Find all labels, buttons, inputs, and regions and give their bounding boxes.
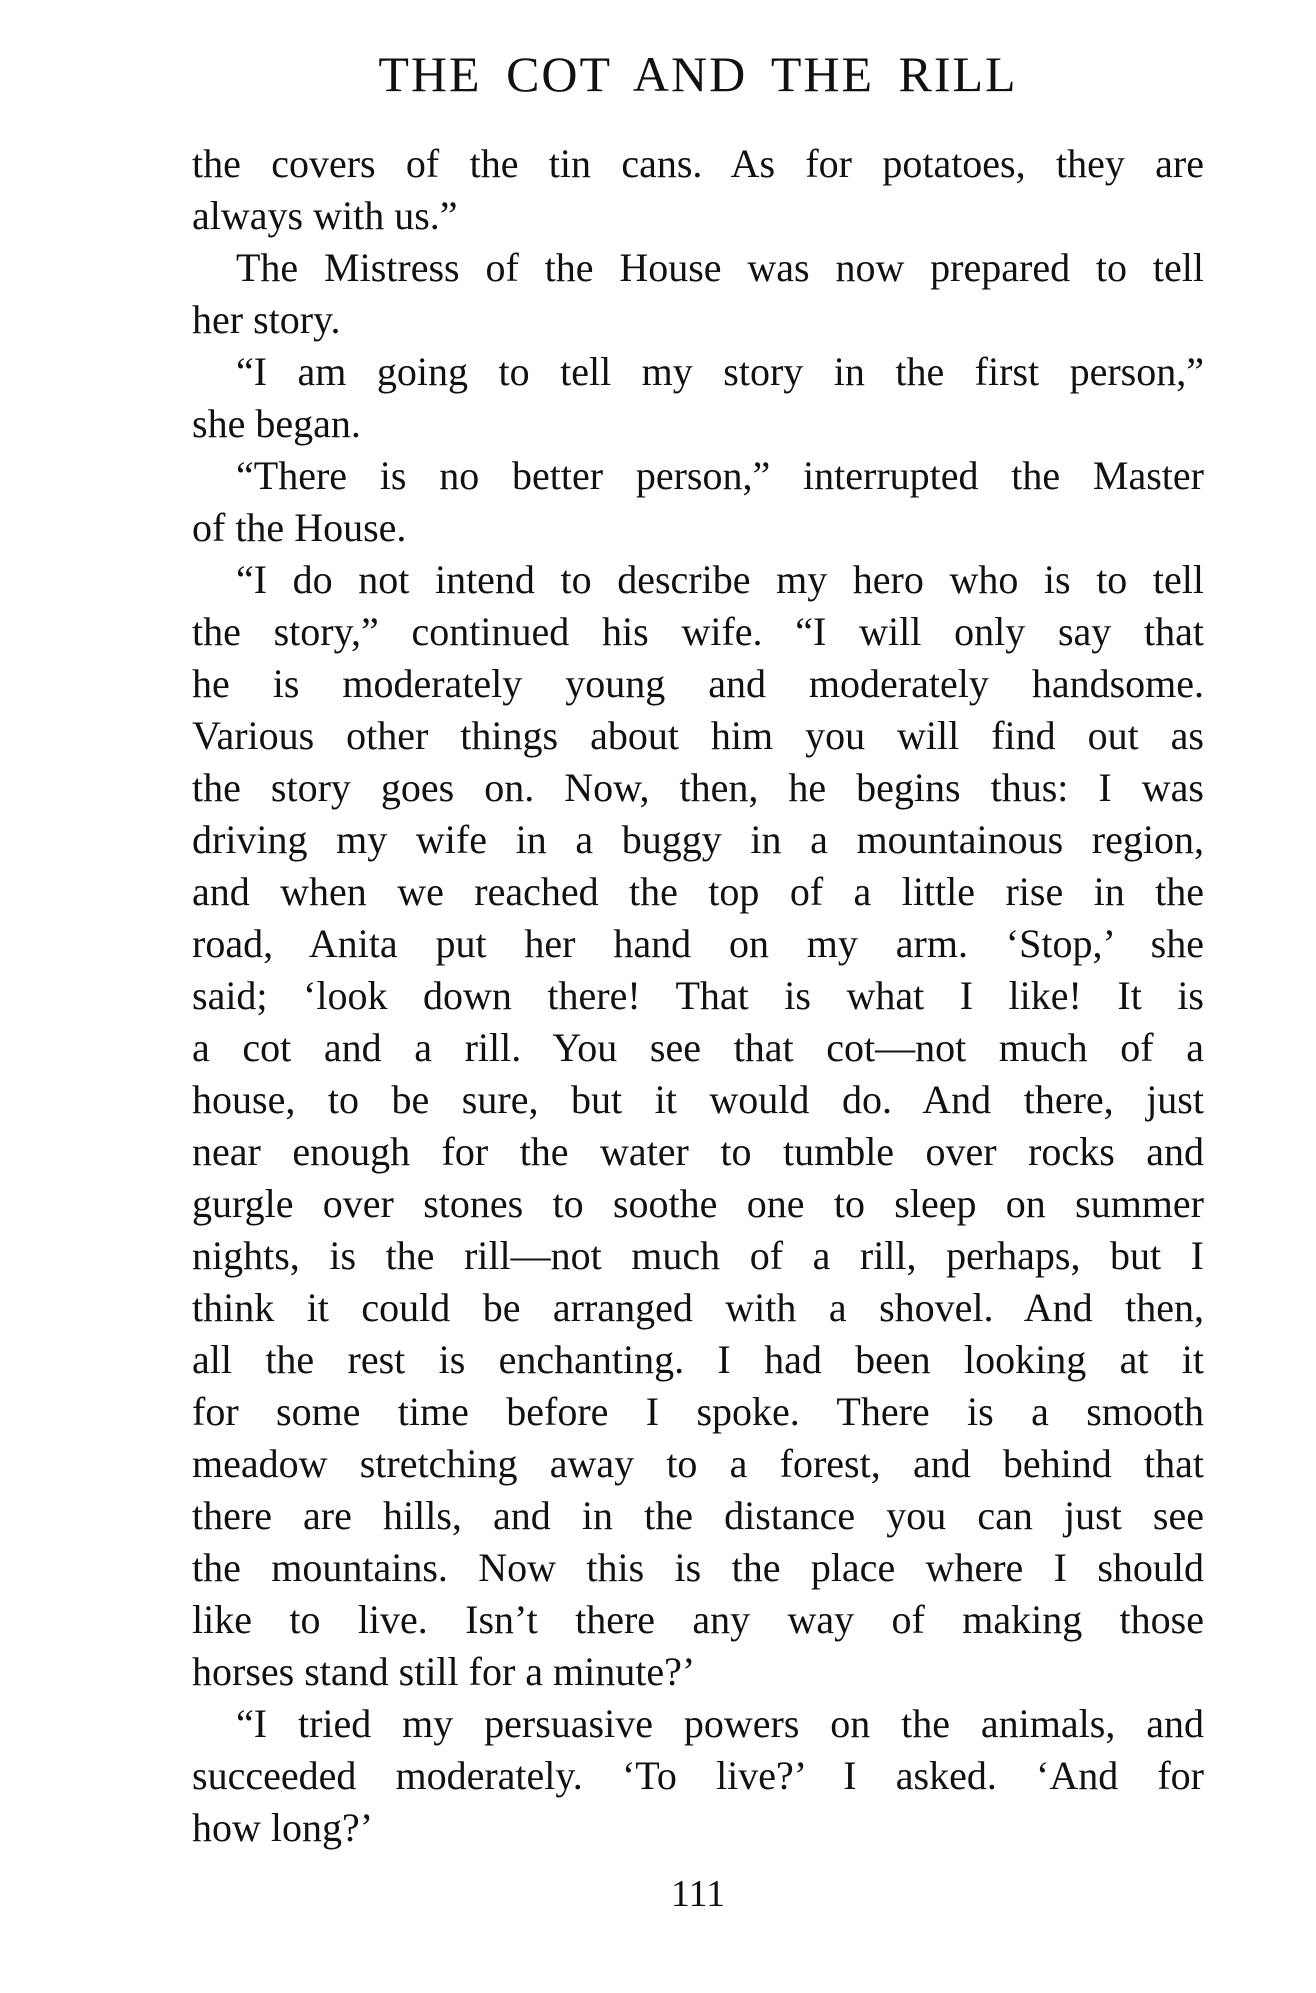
- text-line: “I tried my persuasive powers on the animals, and: [236, 1701, 1204, 1746]
- text-line: succeeded moderately. ‘To live?’ I asked. ‘And for: [192, 1753, 1204, 1798]
- text-line: the story,” continued his wife. “I will only say that: [192, 609, 1204, 654]
- running-head: THE COT AND THE RILL: [378, 46, 1018, 102]
- text-line: Various other things about him you will find out as: [192, 713, 1204, 758]
- text-line: the covers of the tin cans. As for potatoes, they are: [192, 141, 1204, 186]
- text-line: meadow stretching away to a forest, and behind that: [192, 1441, 1204, 1486]
- text-line: “I do not intend to describe my hero who is to tell: [236, 557, 1204, 602]
- page-number: 111: [670, 1873, 726, 1915]
- text-line: horses stand still for a minute?’: [192, 1649, 696, 1694]
- text-line: The Mistress of the House was now prepared to tell: [236, 245, 1204, 290]
- text-line: the mountains. Now this is the place where I should: [192, 1545, 1204, 1590]
- text-line: driving my wife in a buggy in a mountainous region,: [192, 817, 1204, 862]
- text-line: said; ‘look down there! That is what I like! It is: [192, 973, 1204, 1018]
- text-line: he is moderately young and moderately handsome.: [192, 661, 1204, 706]
- text-line: “I am going to tell my story in the first person,”: [236, 349, 1204, 394]
- text-line: the story goes on. Now, then, he begins thus: I was: [192, 765, 1204, 810]
- body-text: [192, 138, 1204, 1854]
- text-line: all the rest is enchanting. I had been looking at it: [192, 1337, 1204, 1382]
- text-line: a cot and a rill. You see that cot—not much of a: [192, 1025, 1204, 1070]
- text-line: of the House.: [192, 505, 407, 550]
- text-line: house, to be sure, but it would do. And there, just: [192, 1077, 1204, 1122]
- text-line: near enough for the water to tumble over rocks and: [192, 1129, 1204, 1174]
- text-line: road, Anita put her hand on my arm. ‘Stop,’ she: [192, 921, 1204, 966]
- text-line: she began.: [192, 401, 361, 446]
- text-line: her story.: [192, 297, 341, 342]
- text-line: how long?’: [192, 1805, 374, 1850]
- text-line: and when we reached the top of a little rise in the: [192, 869, 1204, 914]
- text-line: there are hills, and in the distance you can just see: [192, 1493, 1204, 1538]
- text-line: nights, is the rill—not much of a rill, perhaps, but I: [192, 1233, 1204, 1278]
- text-line: gurgle over stones to soothe one to sleep on summer: [192, 1181, 1204, 1226]
- text-line: like to live. Isn’t there any way of making those: [192, 1597, 1204, 1642]
- text-line: think it could be arranged with a shovel. And then,: [192, 1285, 1204, 1330]
- text-line: for some time before I spoke. There is a smooth: [192, 1389, 1204, 1434]
- text-line: always with us.”: [192, 193, 458, 238]
- text-line: “There is no better person,” interrupted the Master: [236, 453, 1204, 498]
